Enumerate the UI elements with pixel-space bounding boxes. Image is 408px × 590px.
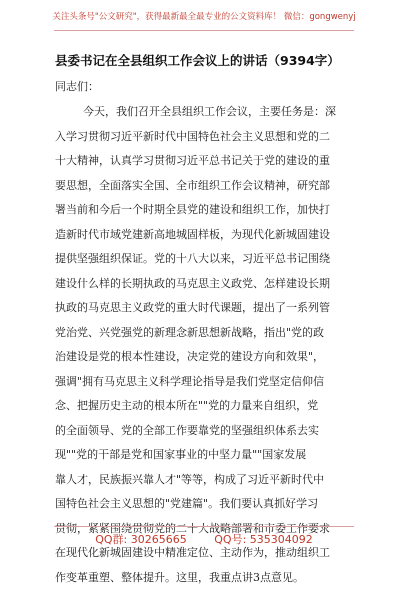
footer-qq-group: QQ群: 30265665 bbox=[95, 533, 187, 546]
document-title: 县委书记在全县组织工作会议上的讲话（9394字） bbox=[55, 52, 355, 70]
salutation: 同志们： bbox=[55, 79, 99, 95]
body-line: 十大精神，认真学习贯彻习近平总书记关于党的建设的重 bbox=[55, 149, 355, 174]
body-line: 要思想，全面落实全国、全市组织工作会议精神，研究部 bbox=[55, 174, 355, 199]
footer-divider bbox=[54, 526, 354, 527]
body-line: 作变革重塑、整体提升。这里，我重点讲3点意见。 bbox=[55, 566, 355, 590]
body-line: 治建设是党的根本性建设，决定党的建设方向和效果"， bbox=[55, 345, 355, 370]
header-promo-note: 关注头条号"公文研究"，获得最新最全最专业的公文资料库！ 微信：gongwenyj bbox=[0, 10, 408, 24]
body-line: 今天，我们召开全县组织工作会议，主要任务是：深 bbox=[55, 100, 355, 125]
body-line: 现""党的干部是党和国家事业的中坚力量""国家发展 bbox=[55, 443, 355, 468]
body-line: 在现代化新城固建设中精准定位、主动作为，推动组织工 bbox=[55, 541, 355, 566]
body-line: 执政的马克思主义政党的重大时代课题，提出了一系列管 bbox=[55, 296, 355, 321]
body-line: 党治党、兴党强党的新理念新思想新战略，指出"党的政 bbox=[55, 321, 355, 346]
footer-contact bbox=[0, 532, 408, 548]
body-line: 国特色社会主义思想的"党建篇"。我们要认真抓好学习 bbox=[55, 492, 355, 517]
body-line: 入学习贯彻习近平新时代中国特色社会主义思想和党的二 bbox=[55, 125, 355, 150]
body-line: 提供坚强组织保证。党的十八大以来，习近平总书记围绕 bbox=[55, 247, 355, 272]
body-line: 造新时代市域党建新高地城固样板，为现代化新城固建设 bbox=[55, 223, 355, 248]
body-line: 建设什么样的长期执政的马克思主义政党、怎样建设长期 bbox=[55, 272, 355, 297]
body-line: 贯彻，紧紧围绕贯彻党的二十大战略部署和市委工作要求 bbox=[55, 517, 355, 542]
header-divider bbox=[54, 30, 354, 31]
body-line: 强调"拥有马克思主义科学理论指导是我们党坚定信仰信 bbox=[55, 370, 355, 395]
body-line: 的全面领导、党的全部工作要靠党的坚强组织体系去实 bbox=[55, 419, 355, 444]
body-line: 念、把握历史主动的根本所在""党的力量来自组织，党 bbox=[55, 394, 355, 419]
body-text bbox=[55, 100, 355, 590]
body-line: 署当前和今后一个时期全县党的建设和组织工作，加快打 bbox=[55, 198, 355, 223]
body-line: 靠人才，民族振兴靠人才"等等，构成了习近平新时代中 bbox=[55, 468, 355, 493]
footer-qq-number: QQ号: 535304092 bbox=[214, 533, 313, 546]
